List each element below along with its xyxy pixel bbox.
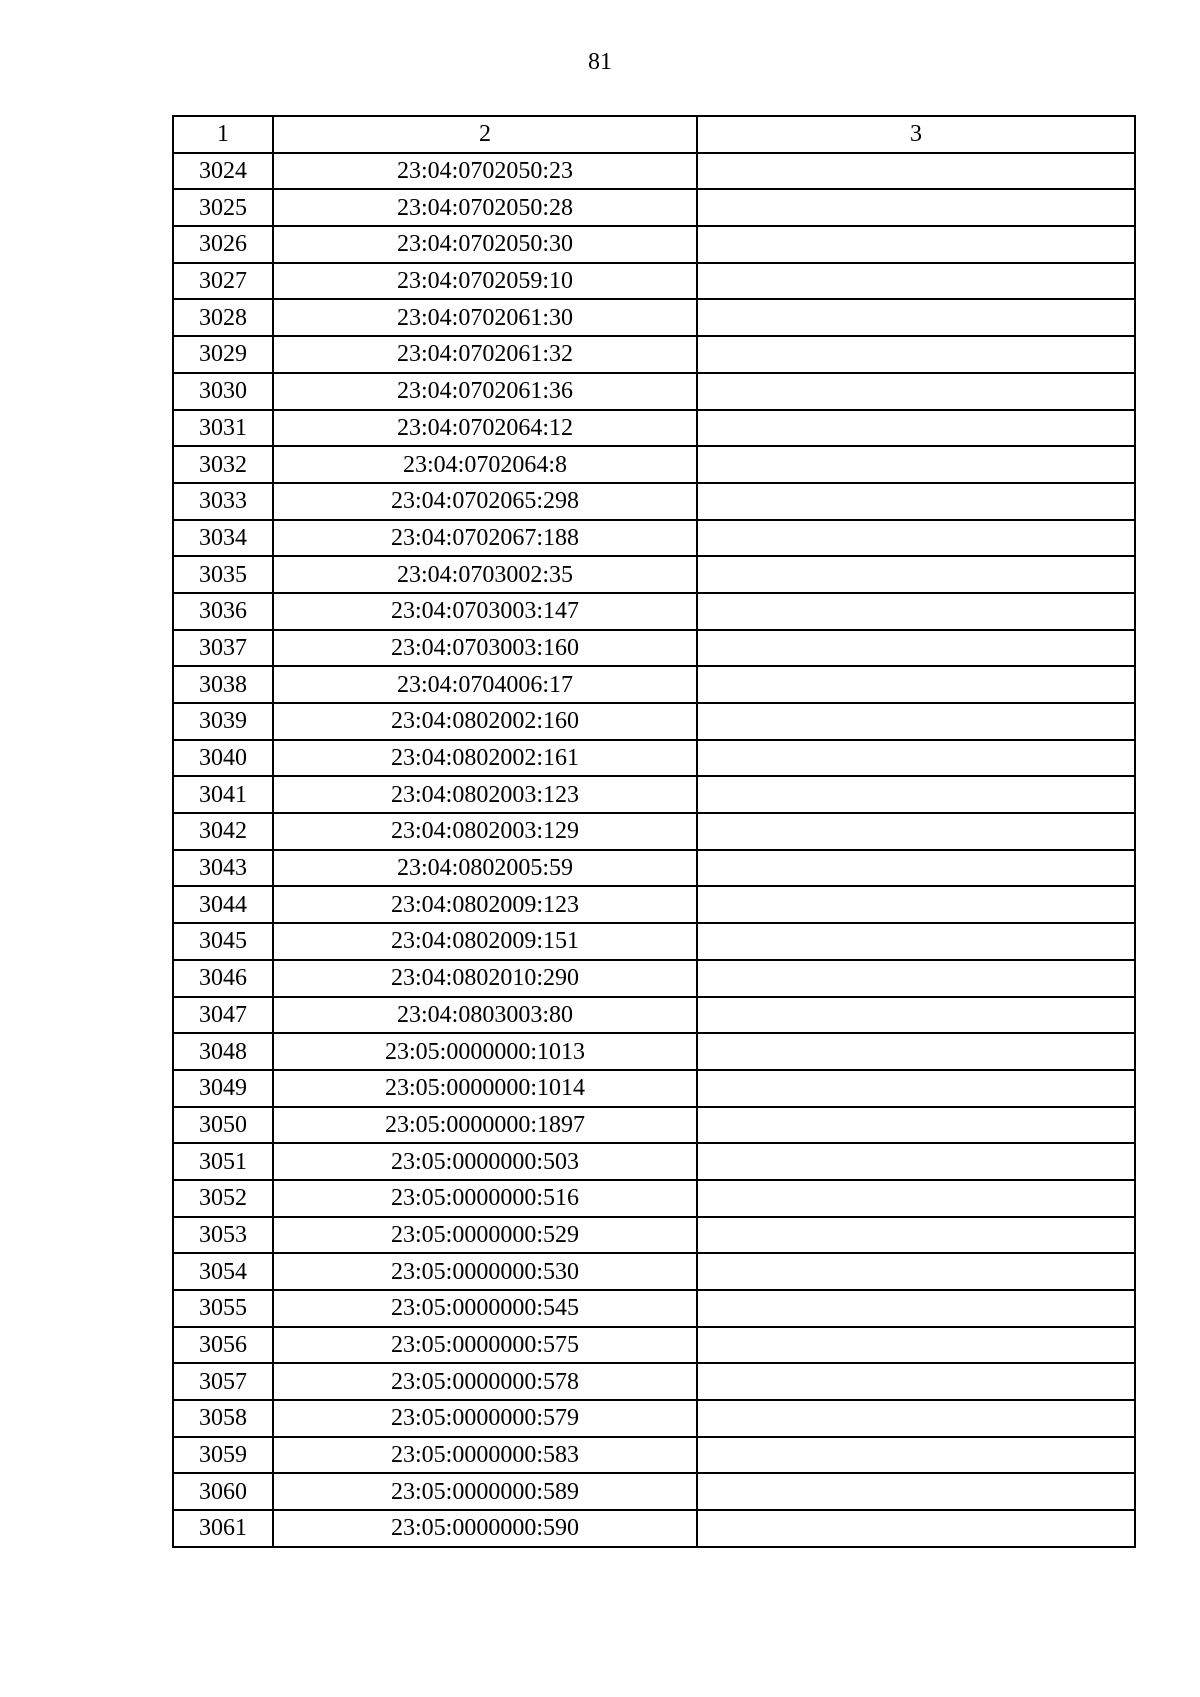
header-col-3: 3 bbox=[697, 116, 1135, 153]
cadastral-number-cell: 23:04:0704006:17 bbox=[273, 666, 697, 703]
cadastral-number-cell: 23:04:0702059:10 bbox=[273, 263, 697, 300]
row-number-cell: 3060 bbox=[173, 1473, 273, 1510]
table-row bbox=[173, 703, 1135, 740]
cadastral-number-cell: 23:05:0000000:589 bbox=[273, 1473, 697, 1510]
row-number-cell: 3039 bbox=[173, 703, 273, 740]
table-row bbox=[173, 960, 1135, 997]
table-row bbox=[173, 1070, 1135, 1107]
table-row bbox=[173, 740, 1135, 777]
cadastral-number-cell: 23:05:0000000:529 bbox=[273, 1217, 697, 1254]
table-row bbox=[173, 373, 1135, 410]
row-number-cell: 3049 bbox=[173, 1070, 273, 1107]
cadastral-number-cell: 23:04:0702050:23 bbox=[273, 153, 697, 190]
notes-cell bbox=[697, 1217, 1135, 1254]
table-row bbox=[173, 1437, 1135, 1474]
notes-cell bbox=[697, 1033, 1135, 1070]
row-number-cell: 3047 bbox=[173, 997, 273, 1034]
table-row bbox=[173, 263, 1135, 300]
row-number-cell: 3044 bbox=[173, 886, 273, 923]
table-row bbox=[173, 410, 1135, 447]
header-row bbox=[173, 116, 1135, 153]
notes-cell bbox=[697, 1473, 1135, 1510]
cadastral-number-cell: 23:04:0702061:32 bbox=[273, 336, 697, 373]
header-col-1: 1 bbox=[173, 116, 273, 153]
table-row bbox=[173, 520, 1135, 557]
notes-cell bbox=[697, 336, 1135, 373]
notes-cell bbox=[697, 997, 1135, 1034]
cadastral-number-cell: 23:04:0703003:160 bbox=[273, 630, 697, 667]
notes-cell bbox=[697, 813, 1135, 850]
cadastral-number-cell: 23:05:0000000:1897 bbox=[273, 1107, 697, 1144]
notes-cell bbox=[697, 1180, 1135, 1217]
cadastral-number-cell: 23:04:0802003:129 bbox=[273, 813, 697, 850]
row-number-cell: 3035 bbox=[173, 556, 273, 593]
row-number-cell: 3041 bbox=[173, 776, 273, 813]
cadastral-number-cell: 23:05:0000000:1014 bbox=[273, 1070, 697, 1107]
table-row bbox=[173, 226, 1135, 263]
row-number-cell: 3042 bbox=[173, 813, 273, 850]
table-row bbox=[173, 886, 1135, 923]
notes-cell bbox=[697, 776, 1135, 813]
row-number-cell: 3031 bbox=[173, 410, 273, 447]
cadastral-number-cell: 23:04:0702065:298 bbox=[273, 483, 697, 520]
notes-cell bbox=[697, 886, 1135, 923]
table-row bbox=[173, 1033, 1135, 1070]
row-number-cell: 3024 bbox=[173, 153, 273, 190]
row-number-cell: 3043 bbox=[173, 850, 273, 887]
notes-cell bbox=[697, 226, 1135, 263]
notes-cell bbox=[697, 1070, 1135, 1107]
row-number-cell: 3026 bbox=[173, 226, 273, 263]
notes-cell bbox=[697, 299, 1135, 336]
table-row bbox=[173, 153, 1135, 190]
row-number-cell: 3048 bbox=[173, 1033, 273, 1070]
row-number-cell: 3056 bbox=[173, 1327, 273, 1364]
notes-cell bbox=[697, 446, 1135, 483]
notes-cell bbox=[697, 923, 1135, 960]
notes-cell bbox=[697, 960, 1135, 997]
table-row bbox=[173, 483, 1135, 520]
row-number-cell: 3029 bbox=[173, 336, 273, 373]
row-number-cell: 3055 bbox=[173, 1290, 273, 1327]
row-number-cell: 3051 bbox=[173, 1143, 273, 1180]
table-row bbox=[173, 813, 1135, 850]
header-col-2: 2 bbox=[273, 116, 697, 153]
notes-cell bbox=[697, 189, 1135, 226]
cadastral-number-cell: 23:05:0000000:1013 bbox=[273, 1033, 697, 1070]
cadastral-number-cell: 23:04:0702061:30 bbox=[273, 299, 697, 336]
page-number: 81 bbox=[588, 49, 612, 75]
notes-cell bbox=[697, 1437, 1135, 1474]
cadastral-number-cell: 23:04:0802005:59 bbox=[273, 850, 697, 887]
row-number-cell: 3025 bbox=[173, 189, 273, 226]
row-number-cell: 3037 bbox=[173, 630, 273, 667]
notes-cell bbox=[697, 556, 1135, 593]
table-row bbox=[173, 1180, 1135, 1217]
notes-cell bbox=[697, 703, 1135, 740]
cadastral-number-cell: 23:05:0000000:503 bbox=[273, 1143, 697, 1180]
notes-cell bbox=[697, 1510, 1135, 1547]
table-row bbox=[173, 1217, 1135, 1254]
table-header bbox=[173, 116, 1135, 153]
table-row bbox=[173, 1143, 1135, 1180]
row-number-cell: 3034 bbox=[173, 520, 273, 557]
row-number-cell: 3050 bbox=[173, 1107, 273, 1144]
row-number-cell: 3040 bbox=[173, 740, 273, 777]
notes-cell bbox=[697, 1400, 1135, 1437]
cadastral-number-cell: 23:04:0802003:123 bbox=[273, 776, 697, 813]
cadastral-number-cell: 23:04:0802009:151 bbox=[273, 923, 697, 960]
row-number-cell: 3046 bbox=[173, 960, 273, 997]
notes-cell bbox=[697, 1290, 1135, 1327]
cadastral-number-cell: 23:05:0000000:575 bbox=[273, 1327, 697, 1364]
table-row bbox=[173, 1107, 1135, 1144]
table-row bbox=[173, 336, 1135, 373]
row-number-cell: 3038 bbox=[173, 666, 273, 703]
notes-cell bbox=[697, 1143, 1135, 1180]
table-row bbox=[173, 850, 1135, 887]
row-number-cell: 3052 bbox=[173, 1180, 273, 1217]
row-number-cell: 3059 bbox=[173, 1437, 273, 1474]
row-number-cell: 3061 bbox=[173, 1510, 273, 1547]
table-row bbox=[173, 923, 1135, 960]
notes-cell bbox=[697, 153, 1135, 190]
cadastral-number-cell: 23:05:0000000:579 bbox=[273, 1400, 697, 1437]
notes-cell bbox=[697, 593, 1135, 630]
cadastral-number-cell: 23:04:0702050:30 bbox=[273, 226, 697, 263]
cadastral-number-cell: 23:05:0000000:516 bbox=[273, 1180, 697, 1217]
notes-cell bbox=[697, 1253, 1135, 1290]
notes-cell bbox=[697, 410, 1135, 447]
cadastral-number-cell: 23:04:0702064:12 bbox=[273, 410, 697, 447]
table-row bbox=[173, 1473, 1135, 1510]
notes-cell bbox=[697, 483, 1135, 520]
cadastral-number-cell: 23:04:0702067:188 bbox=[273, 520, 697, 557]
notes-cell bbox=[697, 1107, 1135, 1144]
cadastral-number-cell: 23:04:0802010:290 bbox=[273, 960, 697, 997]
notes-cell bbox=[697, 520, 1135, 557]
table-row bbox=[173, 299, 1135, 336]
cadastral-number-cell: 23:04:0802002:161 bbox=[273, 740, 697, 777]
table-row bbox=[173, 1290, 1135, 1327]
cadastral-number-cell: 23:04:0703003:147 bbox=[273, 593, 697, 630]
table-row bbox=[173, 1363, 1135, 1400]
row-number-cell: 3028 bbox=[173, 299, 273, 336]
notes-cell bbox=[697, 630, 1135, 667]
table-row bbox=[173, 1253, 1135, 1290]
row-number-cell: 3030 bbox=[173, 373, 273, 410]
cadastral-number-cell: 23:04:0702050:28 bbox=[273, 189, 697, 226]
notes-cell bbox=[697, 263, 1135, 300]
cadastral-number-cell: 23:05:0000000:583 bbox=[273, 1437, 697, 1474]
cadastral-number-cell: 23:05:0000000:545 bbox=[273, 1290, 697, 1327]
row-number-cell: 3057 bbox=[173, 1363, 273, 1400]
notes-cell bbox=[697, 373, 1135, 410]
notes-cell bbox=[697, 740, 1135, 777]
row-number-cell: 3054 bbox=[173, 1253, 273, 1290]
row-number-cell: 3058 bbox=[173, 1400, 273, 1437]
table-row bbox=[173, 593, 1135, 630]
table-row bbox=[173, 1510, 1135, 1547]
cadastral-number-cell: 23:04:0703002:35 bbox=[273, 556, 697, 593]
cadastral-number-cell: 23:05:0000000:578 bbox=[273, 1363, 697, 1400]
table-row bbox=[173, 189, 1135, 226]
notes-cell bbox=[697, 850, 1135, 887]
cadastral-number-cell: 23:05:0000000:530 bbox=[273, 1253, 697, 1290]
row-number-cell: 3033 bbox=[173, 483, 273, 520]
cadastral-number-cell: 23:04:0702064:8 bbox=[273, 446, 697, 483]
cadastral-number-cell: 23:04:0802002:160 bbox=[273, 703, 697, 740]
cadastral-table bbox=[172, 115, 1136, 1548]
table-row bbox=[173, 666, 1135, 703]
row-number-cell: 3053 bbox=[173, 1217, 273, 1254]
cadastral-number-cell: 23:04:0803003:80 bbox=[273, 997, 697, 1034]
table-row bbox=[173, 556, 1135, 593]
table-row bbox=[173, 1327, 1135, 1364]
notes-cell bbox=[697, 1327, 1135, 1364]
notes-cell bbox=[697, 1363, 1135, 1400]
table-row bbox=[173, 997, 1135, 1034]
row-number-cell: 3045 bbox=[173, 923, 273, 960]
table-row bbox=[173, 630, 1135, 667]
table-body bbox=[173, 153, 1135, 1547]
row-number-cell: 3032 bbox=[173, 446, 273, 483]
cadastral-number-cell: 23:04:0802009:123 bbox=[273, 886, 697, 923]
notes-cell bbox=[697, 666, 1135, 703]
cadastral-number-cell: 23:05:0000000:590 bbox=[273, 1510, 697, 1547]
cadastral-number-cell: 23:04:0702061:36 bbox=[273, 373, 697, 410]
row-number-cell: 3027 bbox=[173, 263, 273, 300]
table-row bbox=[173, 776, 1135, 813]
table-row bbox=[173, 446, 1135, 483]
table-row bbox=[173, 1400, 1135, 1437]
row-number-cell: 3036 bbox=[173, 593, 273, 630]
